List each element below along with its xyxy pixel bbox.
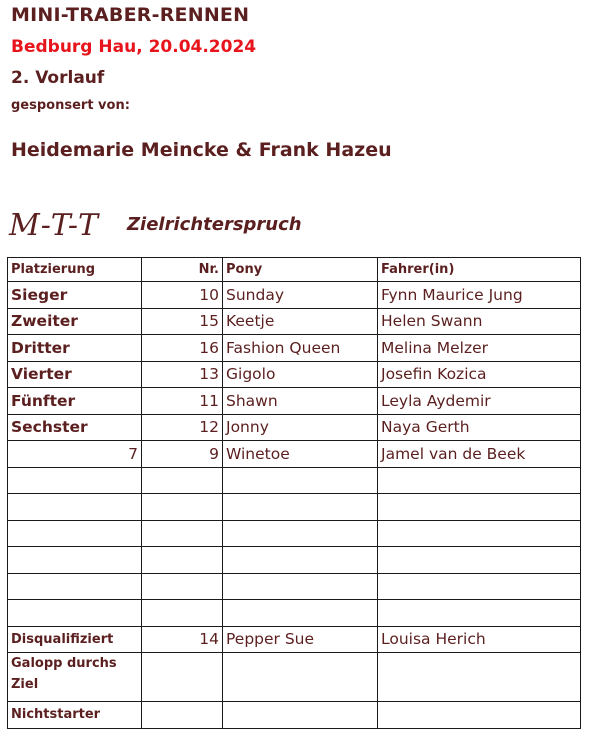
driver-cell: Louisa Herich [378,626,581,653]
placement-cell: Sechster [8,414,142,441]
placement-cell: Fünfter [8,388,142,415]
empty-row [8,520,581,547]
gallop-row [8,653,581,702]
table-row [8,308,581,335]
header-driver: Fahrer(in) [378,258,581,282]
gallop-label: Galopp durchs Ziel [8,653,142,702]
empty-row [8,573,581,600]
pony-cell: Jonny [223,414,378,441]
disqualified-row [8,626,581,653]
placement-cell: Sieger [8,282,142,309]
sponsored-label: gesponsert von: [11,98,130,113]
nonstarter-label: Nichtstarter [8,702,142,729]
nr-cell: 11 [142,388,223,415]
empty-row [8,600,581,627]
table-row [8,335,581,362]
empty-row [8,547,581,574]
nr-cell: 13 [142,361,223,388]
subtitle: Zielrichterspruch [127,214,302,235]
pony-cell: Keetje [223,308,378,335]
placement-cell: Dritter [8,335,142,362]
empty-row [8,467,581,494]
table-row [8,361,581,388]
table-row [8,388,581,415]
nr-cell: 9 [142,441,223,468]
header-nr: Nr. [142,258,223,282]
results-table [7,257,581,729]
driver-cell: Josefin Kozica [378,361,581,388]
driver-cell: Jamel van de Beek [378,441,581,468]
pony-cell: Pepper Sue [223,626,378,653]
driver-cell: Helen Swann [378,308,581,335]
table-row [8,441,581,468]
driver-cell: Melina Melzer [378,335,581,362]
placement-cell: Vierter [8,361,142,388]
heat-label: 2. Vorlauf [11,68,105,88]
nr-cell: 15 [142,308,223,335]
nr-cell: 16 [142,335,223,362]
table-header-row [8,258,581,282]
mtt-logo: M-T-T [9,208,100,243]
pony-cell: Winetoe [223,441,378,468]
pony-cell: Fashion Queen [223,335,378,362]
pony-cell: Shawn [223,388,378,415]
table-row [8,282,581,309]
empty-row [8,494,581,521]
driver-cell: Fynn Maurice Jung [378,282,581,309]
nr-cell: 12 [142,414,223,441]
driver-cell: Naya Gerth [378,414,581,441]
nr-cell: 10 [142,282,223,309]
placement-cell: 7 [8,441,142,468]
pony-cell: Sunday [223,282,378,309]
header-placement: Platzierung [8,258,142,282]
sponsors: Heidemarie Meincke & Frank Hazeu [11,139,392,161]
race-title: MINI-TRABER-RENNEN [11,4,250,26]
nr-cell: 14 [142,626,223,653]
location-date: Bedburg Hau, 20.04.2024 [11,37,257,57]
header-pony: Pony [223,258,378,282]
table-row [8,414,581,441]
pony-cell: Gigolo [223,361,378,388]
disqualified-label: Disqualifiziert [8,626,142,653]
driver-cell: Leyla Aydemir [378,388,581,415]
placement-cell: Zweiter [8,308,142,335]
